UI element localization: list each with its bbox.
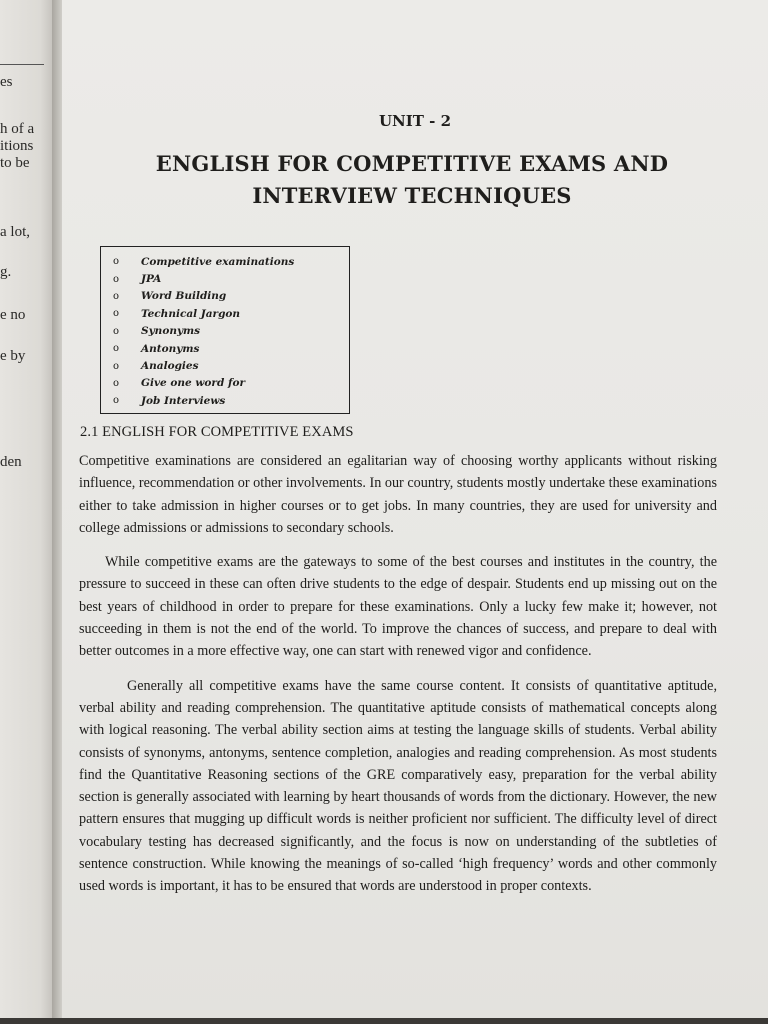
paragraph: While competitive exams are the gateways to some of the best courses and institutes in the country, the pressure to succeed in these can often drive students to the edge of despair. Students end up missing out on the best years of childhood in order to prepare for these examinations. Only a lucky few make it; however, not succeeding in them is not the end of the world. To improve the chances of success, and prepare to deal with better outcomes in a more effective way, one can start with renewed vigor and confidence. bbox=[79, 554, 717, 660]
bullet-icon: o bbox=[113, 256, 120, 268]
topic-item bbox=[113, 323, 349, 340]
topic-outline-box bbox=[100, 246, 350, 414]
page-bottom-edge bbox=[0, 1018, 768, 1024]
previous-page-strip bbox=[0, 0, 58, 1024]
topic-label: JPA bbox=[141, 273, 162, 286]
section-heading: 2.1 ENGLISH FOR COMPETITIVE EXAMS bbox=[80, 424, 354, 440]
bullet-icon: o bbox=[113, 308, 120, 320]
topic-label: Synonyms bbox=[141, 325, 201, 338]
topic-item bbox=[113, 270, 349, 287]
previous-page-fragment: g. bbox=[0, 264, 12, 280]
paragraph: Competitive examinations are considered an egalitarian way of choosing worthy applicants without risking influence, recommendation or other involvements. In our country, students mostly undertake these examinations either to take admission in higher courses or to get jobs. In many countries, they are used for university and college admissions or admissions to secondary schools. bbox=[79, 453, 717, 536]
topic-label: Give one word for bbox=[141, 377, 245, 390]
bullet-icon: o bbox=[113, 395, 120, 407]
previous-page-fragment: h of a bbox=[0, 121, 35, 137]
section-body bbox=[79, 450, 717, 910]
topic-label: Analogies bbox=[141, 360, 199, 373]
bullet-icon: o bbox=[113, 290, 120, 302]
topic-item bbox=[113, 392, 349, 409]
topic-item bbox=[113, 253, 349, 270]
bullet-icon: o bbox=[113, 273, 120, 285]
topic-label: Word Building bbox=[141, 290, 227, 303]
previous-page-fragment: e by bbox=[0, 348, 26, 364]
topic-list bbox=[113, 253, 349, 410]
previous-page-fragment: den bbox=[0, 454, 22, 470]
topic-label: Technical Jargon bbox=[141, 307, 241, 320]
page-title-line-1: ENGLISH FOR COMPETITIVE EXAMS AND bbox=[155, 151, 669, 176]
previous-page-fragment: es bbox=[0, 74, 13, 90]
topic-label: Antonyms bbox=[141, 342, 200, 355]
bullet-icon: o bbox=[113, 343, 120, 355]
paragraph: Generally all competitive exams have the same course content. It consists of quantitative aptitude, verbal ability and reading comprehension. The quantitative aptitude consists of mathematical concepts along with logical reasoning. The verbal ability section aims at testing the language skills of students. Verbal ability consists of synonyms, antonyms, sentence completion, analogies and reading comprehension. As most students find the Quantitative Reasoning sections of the GRE comparatively easy, preparation for the verbal ability section is generally associated with learning by heart thousands of words from the dictionary. However, the new pattern ensures that mugging up difficult words is neither proficient nor sufficient. The difficulty level of direct vocabulary testing has decreased significantly, and the focus is now on understanding of the subtleties of sentence construction. While knowing the meanings of so-called ‘high frequency’ words and other commonly used words is important, it has to be ensured that words are understood in proper contexts. bbox=[79, 677, 717, 895]
bullet-icon: o bbox=[113, 360, 120, 372]
document-page bbox=[62, 0, 768, 1024]
topic-item bbox=[113, 340, 349, 357]
topic-item bbox=[113, 375, 349, 392]
previous-page-fragment: to be bbox=[0, 155, 30, 171]
topic-item bbox=[113, 357, 349, 374]
bullet-icon: o bbox=[113, 377, 120, 389]
topic-label: Competitive examinations bbox=[141, 255, 295, 268]
previous-page-fragment: itions bbox=[0, 138, 34, 154]
topic-label: Job Interviews bbox=[141, 394, 226, 407]
previous-page-rule bbox=[0, 64, 44, 65]
previous-page-fragment: a lot, bbox=[0, 224, 30, 240]
previous-page-fragment: e no bbox=[0, 307, 26, 323]
bullet-icon: o bbox=[113, 325, 120, 337]
unit-heading: UNIT - 2 bbox=[378, 112, 452, 130]
topic-item bbox=[113, 305, 349, 322]
page-title-line-2: INTERVIEW TECHNIQUES bbox=[252, 183, 572, 208]
page-title bbox=[102, 148, 722, 212]
topic-item bbox=[113, 288, 349, 305]
